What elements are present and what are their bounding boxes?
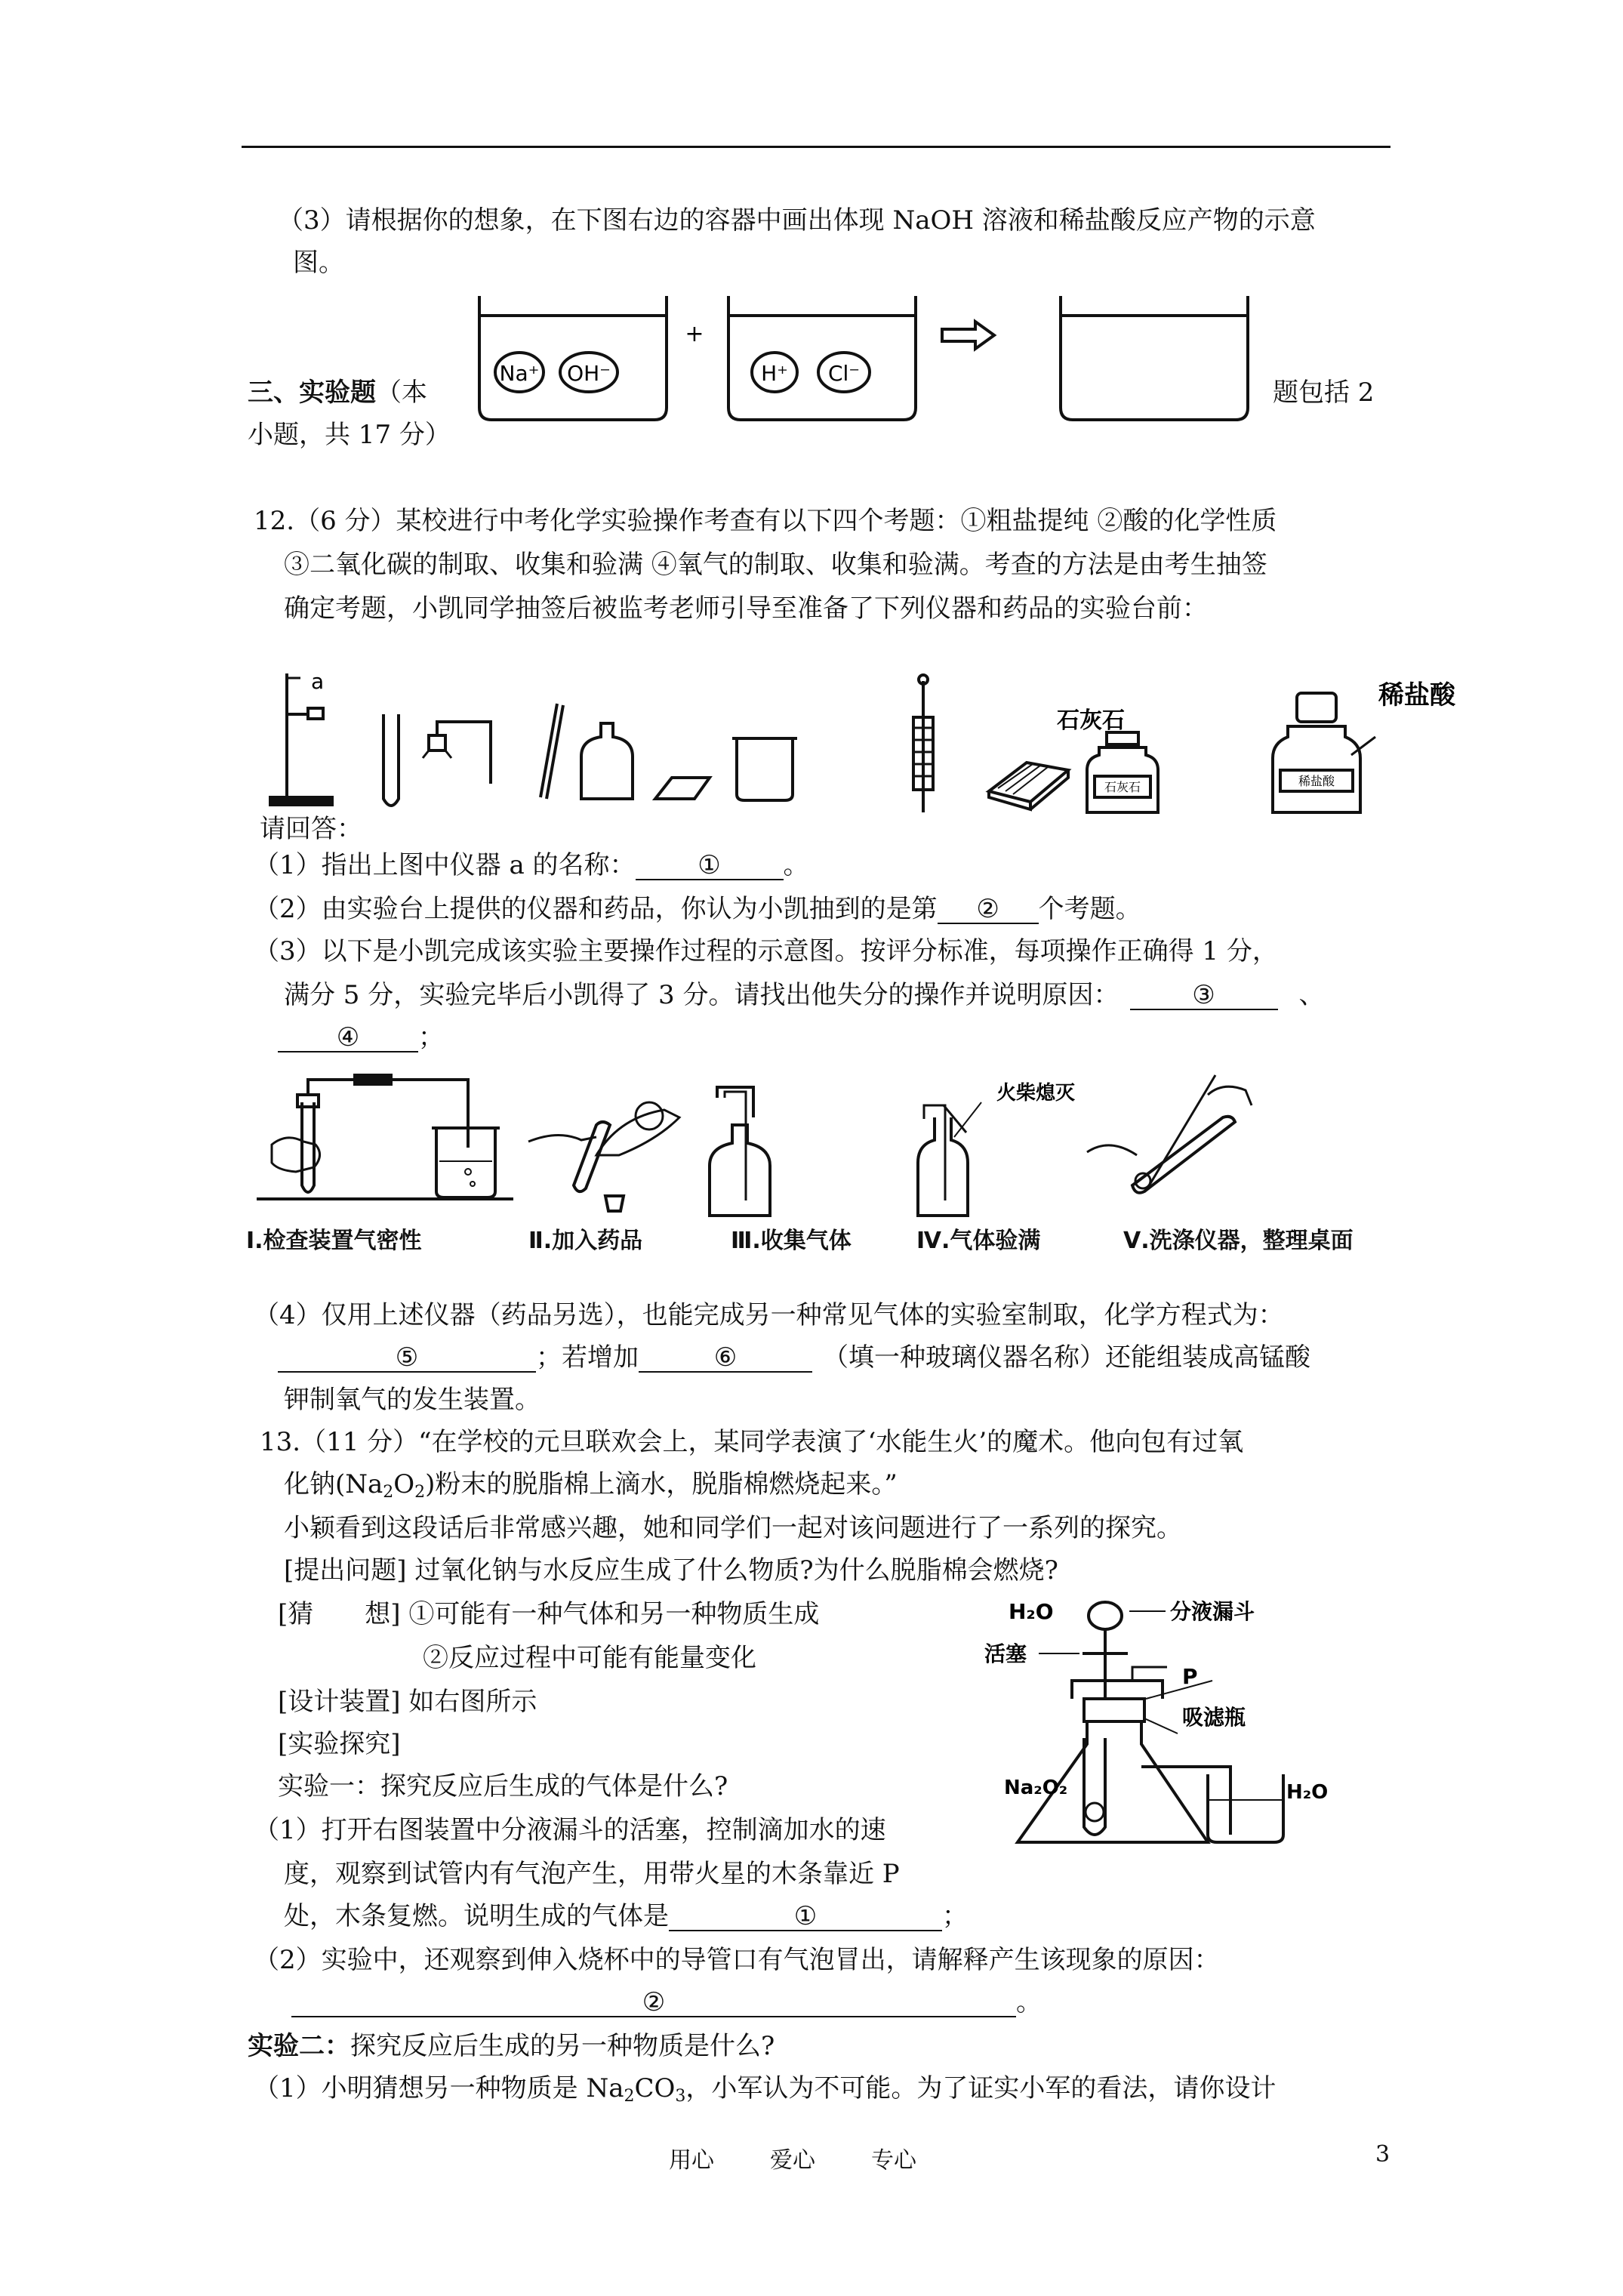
footer-motto-1: 用心 (669, 2147, 714, 2174)
glass-plate-icon (655, 778, 710, 799)
q13-exp2-label: 实验二： (248, 2031, 350, 2061)
q12-blank-1[interactable]: ① (636, 852, 784, 880)
q13-label-p: P (1182, 1664, 1198, 1689)
q13-line2-sub1: 2 (383, 1483, 394, 1502)
separatory-funnel-icon (1089, 1602, 1122, 1629)
step5-washing-icon (1087, 1075, 1252, 1193)
q12-blank-6[interactable]: ⑥ (639, 1344, 812, 1373)
ion-na: Na⁺ (499, 361, 540, 386)
q13-line2 (284, 1469, 898, 1502)
q12-p2-end: 个考题。 (1038, 894, 1141, 924)
label-limestone: 石灰石 (1057, 707, 1125, 734)
q12-p1-end: 。 (783, 850, 809, 880)
section-3-line2: 小题，共 17 分） (248, 420, 451, 450)
step-label-3: Ⅲ.收集气体 (731, 1228, 852, 1254)
q12-p1 (254, 850, 809, 880)
q13-x1-a: （1）小明猜想另一种物质是 Na (254, 2073, 624, 2103)
step-label-2: Ⅱ.加入药品 (528, 1228, 643, 1254)
q12-p3-line2-text: 满分 5 分，实验完毕后小凯得了 3 分。请找出他失分的操作并说明原因： (284, 980, 1119, 1010)
delivery-tube-icon (423, 722, 491, 784)
water-beaker-icon (1208, 1774, 1283, 1842)
q13-label-funnel: 分液漏斗 (1170, 1599, 1255, 1624)
q12-blank-4[interactable]: ④ (278, 1024, 418, 1052)
q13-apparatus (981, 1586, 1344, 1857)
section-3-heading (248, 378, 427, 408)
q12-blank-2[interactable]: ② (938, 895, 1039, 924)
q13-blank-2[interactable]: ② (291, 1989, 1016, 2017)
q12-p3-line2 (284, 980, 1325, 1010)
q12-p2 (254, 894, 1141, 924)
label-a: a (311, 669, 325, 694)
q13-line2c: )粉末的脱脂棉上滴水，脱脂棉燃烧起来。” (425, 1469, 898, 1499)
q13-design: [设计装置] 如右图所示 (278, 1687, 537, 1717)
step4-callout: 火柴熄灭 (996, 1082, 1076, 1105)
test-tube-icon (383, 714, 399, 806)
q13-e1-end: ； (942, 1901, 968, 1931)
section-3-tail: 题包括 2 (1273, 378, 1375, 408)
step-label-4: Ⅳ.气体验满 (916, 1228, 1041, 1254)
q13-exp1: 实验一：探究反应后生成的气体是什么? (278, 1771, 728, 1801)
step4-check-full-icon (918, 1102, 981, 1216)
matchbox-icon (989, 763, 1068, 809)
q12-line2: ③二氧化碳的制取、收集和验满 ④氧气的制取、收集和验满。考查的方法是由考生抽签 (284, 550, 1267, 580)
ion-oh: OH⁻ (567, 361, 611, 386)
section-3-paren-start: （本 (376, 378, 427, 408)
q13-label-h2o-top: H₂O (1009, 1599, 1054, 1624)
tweezers-icon (540, 704, 563, 799)
step-label-1: Ⅰ.检查装置气密性 (246, 1228, 422, 1254)
step-label-5: Ⅴ.洗涤仪器，整理桌面 (1123, 1228, 1354, 1254)
q13-line3: 小颖看到这段话后非常感兴趣，她和同学们一起对该问题进行了一系列的探究。 (284, 1513, 1182, 1543)
q13-exp2 (248, 2031, 775, 2061)
q11-3-line1: （3）请根据你的想象，在下图右边的容器中画出体现 NaOH 溶液和稀盐酸反应产物的示意 (278, 205, 1316, 236)
q13-line2-sub2: 2 (414, 1483, 426, 1502)
q13-exp2-rest: 探究反应后生成的另一种物质是什么? (350, 2031, 775, 2061)
ion-cl: Cl⁻ (827, 361, 861, 386)
beaker-diagram (468, 287, 1253, 430)
q13-e2-line1: （2）实验中，还观察到伸入烧杯中的导管口有气泡冒出，请解释产生该现象的原因： (254, 1945, 1220, 1975)
q13-e1-line3 (284, 1901, 968, 1931)
q11-3-line2: 图。 (293, 248, 344, 278)
gas-jar-icon (581, 723, 633, 799)
step3-gas-collection-icon (710, 1087, 770, 1216)
q12-p4-line1: （4）仅用上述仪器（药品另选），也能完成另一种常见气体的实验室制取，化学方程式为： (254, 1300, 1284, 1330)
q13-label-na2o2: Na₂O₂ (1004, 1777, 1068, 1799)
q13-e2-end: 。 (1016, 1987, 1042, 2017)
q12-line1: 12.（6 分）某校进行中考化学实验操作考查有以下四个考题：①粗盐提纯 ②酸的化学性质 (254, 506, 1277, 536)
step1-airtight-check-icon (257, 1075, 513, 1199)
q13-question: [提出问题] 过氧化钠与水反应生成了什么物质?为什么脱脂棉会燃烧? (284, 1555, 1058, 1586)
test-tube-brush-icon (913, 675, 933, 812)
q13-blank-1[interactable]: ① (669, 1903, 942, 1931)
q13-line2b: O (393, 1469, 415, 1499)
footer-motto-2: 爱心 (770, 2147, 815, 2174)
q13-e1-line2: 度，观察到试管内有气泡产生，用带火星的木条靠近 P (284, 1859, 900, 1889)
q13-label-h2o-beaker: H₂O (1286, 1781, 1329, 1804)
q12-blank-3[interactable]: ③ (1130, 982, 1278, 1010)
q12-p4-after: （填一种玻璃仪器名称）还能组装成高锰酸 (823, 1342, 1310, 1373)
q12-p4-line2 (278, 1342, 1310, 1373)
q13-x1-b: CO (634, 2073, 676, 2103)
section-3-title: 三、实验题 (248, 378, 376, 408)
q13-x1-sub1: 2 (624, 2087, 635, 2106)
hcl-bottle-icon (1273, 693, 1375, 812)
q12-p1-text: （1）指出上图中仪器 a 的名称： (254, 850, 636, 880)
q12-p3-line3 (278, 1022, 444, 1052)
ion-h: H⁺ (761, 361, 788, 386)
q12-p2-text: （2）由实验台上提供的仪器和药品，你认为小凯抽到的是第 (254, 894, 938, 924)
q13-line2a: 化钠(Na (284, 1469, 383, 1499)
q13-e2-line2 (291, 1987, 1042, 2017)
label-hcl: 稀盐酸 (1378, 680, 1455, 710)
reaction-arrow-icon (942, 322, 994, 349)
q13-e1-line3-text: 处，木条复燃。说明生成的气体是 (284, 1901, 669, 1931)
q12-p3-sep: 、 (1298, 980, 1325, 1010)
q13-guess2: ②反应过程中可能有能量变化 (423, 1643, 756, 1673)
please-answer: 请回答： (260, 814, 362, 844)
footer-mottos (669, 2141, 916, 2174)
page-number: 3 (1375, 2141, 1390, 2168)
q13-x1-line (254, 2073, 1277, 2106)
q13-line1: 13.（11 分）“在学校的元旦联欢会上，某同学表演了‘水能生火’的魔术。他向包有过氧 (260, 1427, 1244, 1457)
q13-guess1: [猜 想] ①可能有一种气体和另一种物质生成 (278, 1599, 820, 1629)
q12-blank-5[interactable]: ⑤ (278, 1344, 536, 1373)
q12-line3: 确定考题，小凯同学抽签后被监考老师引导至准备了下列仪器和药品的实验台前： (284, 593, 1208, 624)
beaker-icon (732, 738, 797, 800)
bottle-label-limestone: 石灰石 (1104, 780, 1141, 794)
footer-motto-3: 专心 (871, 2147, 916, 2174)
q13-label-stopcock: 活塞 (984, 1641, 1027, 1666)
q13-explore: [实验探究] (278, 1729, 401, 1759)
q13-x1-c: ，小军认为不可能。为了证实小军的看法，请你设计 (685, 2073, 1277, 2103)
q13-x1-sub2: 3 (675, 2087, 686, 2106)
plus-sign: + (685, 321, 704, 347)
header-rule (242, 146, 1390, 148)
q12-p3-line1: （3）以下是小凯完成该实验主要操作过程的示意图。按评分标准，每项操作正确得 1 分， (254, 936, 1278, 966)
q12-p4-line3: 钾制氧气的发生装置。 (284, 1385, 540, 1415)
q13-label-flask: 吸滤瓶 (1182, 1705, 1246, 1730)
limestone-bottle-icon (1087, 732, 1158, 812)
bottle-label-hcl: 稀盐酸 (1298, 774, 1335, 788)
q12-p3-end: ； (418, 1022, 444, 1052)
q12-p4-mid: ；若增加 (536, 1342, 639, 1373)
apparatus-row (264, 664, 1455, 815)
step2-add-reagent-icon (528, 1102, 679, 1211)
q13-e1-line1: （1）打开右图装置中分液漏斗的活塞，控制滴加水的速 (254, 1815, 886, 1845)
